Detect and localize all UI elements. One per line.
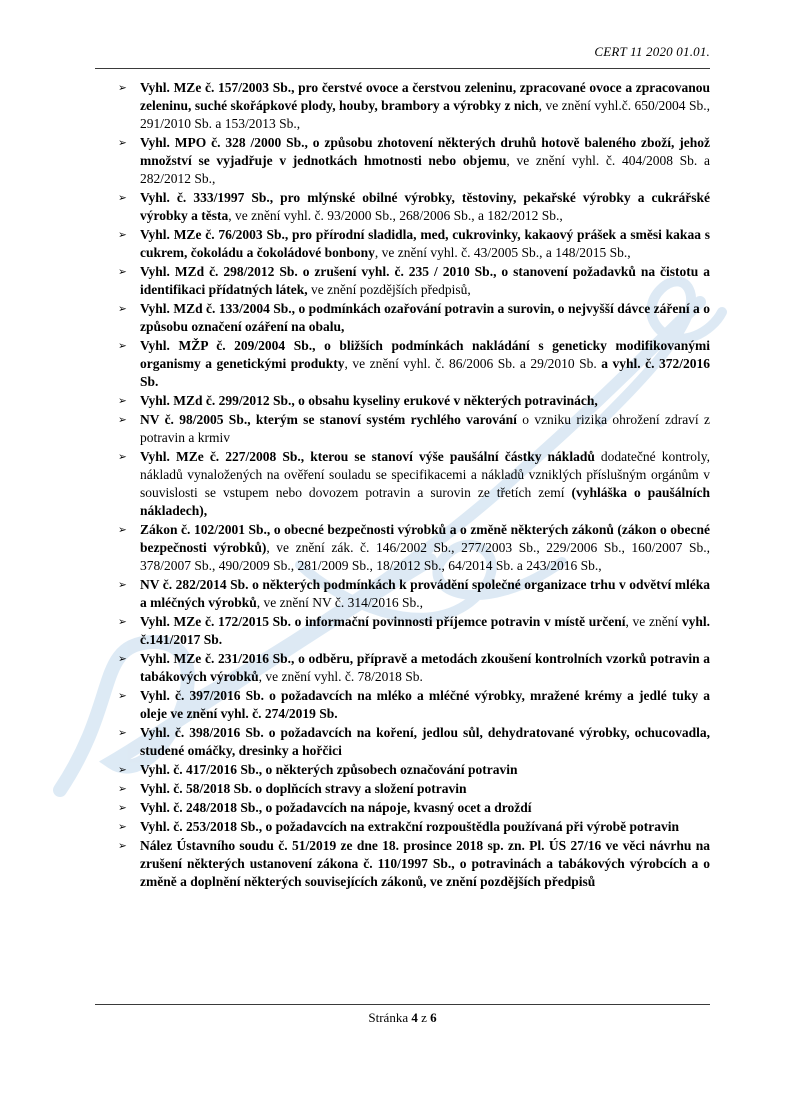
list-item-text xyxy=(140,189,710,225)
regulation-title-segment: (vyhláška o paušálních nákladech), xyxy=(140,485,710,518)
regulation-title-segment: Vyhl. č. 397/2016 Sb. o požadavcích na mléko a mléčné výrobky, mražené krémy a jedlé tuky a oleje ve znění vyhl. č. 274/2019 Sb. xyxy=(140,688,710,721)
regulation-amendment-segment: , ve znění xyxy=(625,614,682,629)
regulation-title-segment: Zákon č. 102/2001 Sb., o obecné bezpečnosti výrobků a o změně některých zákonů (zákon o obecné bezpečnosti výrobků) xyxy=(140,522,710,555)
regulation-list xyxy=(95,79,710,891)
list-item xyxy=(118,448,710,520)
regulation-title-segment: Nález Ústavního soudu č. 51/2019 ze dne 18. prosince 2018 sp. zn. Pl. ÚS 27/16 ve věci návrhu na zrušení některých ustanovení zákona č. 110/1997 Sb., o potravinách a tabákových výrobcích a o změně a doplnění některých souvisejících zákonů, ve znění pozdějších předpisů xyxy=(140,838,710,889)
arrow-bullet-icon: ➢ xyxy=(118,764,127,776)
list-item-text xyxy=(140,687,710,723)
list-item-text xyxy=(140,613,710,649)
footer-label: Stránka xyxy=(368,1010,412,1025)
list-item-text xyxy=(140,799,710,817)
list-item-text xyxy=(140,300,710,336)
regulation-title-segment: Vyhl. MZd č. 133/2004 Sb., o podmínkách ozařování potravin a surovin, o nejvyšší dávce záření a o způsobu označení ozáření na obalu, xyxy=(140,301,710,334)
footer-separator: z xyxy=(417,1010,431,1025)
list-item xyxy=(118,761,710,779)
list-item xyxy=(118,189,710,225)
regulation-amendment-segment: , ve znění vyhl. č. 86/2006 Sb. a 29/2010 Sb. xyxy=(344,356,602,371)
list-item xyxy=(118,837,710,891)
list-item-text xyxy=(140,724,710,760)
arrow-bullet-icon: ➢ xyxy=(118,340,127,352)
arrow-bullet-icon: ➢ xyxy=(118,821,127,833)
regulation-title-segment: Vyhl. MZd č. 298/2012 Sb. o zrušení vyhl. č. 235 / 2010 Sb., o stanovení požadavků na čistotu a identifikaci přídatných látek, xyxy=(140,264,710,297)
list-item xyxy=(118,134,710,188)
list-item xyxy=(118,576,710,612)
regulation-title-segment: Vyhl. č. 398/2016 Sb. o požadavcích na koření, jedlou sůl, dehydratované výrobky, ochucovadla, studené omáčky, dresinky a hořčici xyxy=(140,725,710,758)
regulation-title-segment: Vyhl. MPO č. 328 /2000 Sb., o způsobu zhotovení některých druhů hotově baleného zboží, jehož množství se vyjadřuje v jednotkách hmotnosti nebo objemu xyxy=(140,135,710,168)
regulation-title-segment: a vyhl. č. 372/2016 Sb. xyxy=(140,356,710,389)
list-item xyxy=(118,799,710,817)
list-item xyxy=(118,613,710,649)
arrow-bullet-icon: ➢ xyxy=(118,451,127,463)
regulation-title-segment: Vyhl. MZd č. 299/2012 Sb., o obsahu kyseliny erukové v některých potravinách, xyxy=(140,393,598,408)
arrow-bullet-icon: ➢ xyxy=(118,579,127,591)
regulation-title-segment: Vyhl. č. 253/2018 Sb., o požadavcích na extrakční rozpouštědla používaná při výrobě potravin xyxy=(140,819,680,834)
footer-text xyxy=(95,1005,710,1026)
arrow-bullet-icon: ➢ xyxy=(118,840,127,852)
regulation-title-segment: Vyhl. MŽP č. 209/2004 Sb., o bližších podmínkách nakládání s geneticky modifikovanými organismy a genetickými produkty xyxy=(140,338,710,371)
list-item xyxy=(118,300,710,336)
regulation-title-segment: NV č. 98/2005 Sb., kterým se stanoví systém rychlého varování xyxy=(140,412,517,427)
arrow-bullet-icon: ➢ xyxy=(118,616,127,628)
list-item xyxy=(118,263,710,299)
list-item xyxy=(118,724,710,760)
arrow-bullet-icon: ➢ xyxy=(118,82,127,94)
page-total: 6 xyxy=(430,1010,437,1025)
regulation-title-segment: Vyhl. MZe č. 172/2015 Sb. o informační povinnosti příjemce potravin v místě určení xyxy=(140,614,626,629)
arrow-bullet-icon: ➢ xyxy=(118,414,127,426)
list-item-text xyxy=(140,761,710,779)
list-item-text xyxy=(140,521,710,575)
header-title: CERT 11 2020 01.01. xyxy=(594,44,710,59)
regulation-amendment-segment: , ve znění vyhl. č. 78/2018 Sb. xyxy=(258,669,423,684)
arrow-bullet-icon: ➢ xyxy=(118,802,127,814)
arrow-bullet-icon: ➢ xyxy=(118,524,127,536)
regulation-title-segment: Vyhl. č. 417/2016 Sb., o některých způsobech označování potravin xyxy=(140,762,518,777)
regulation-title-segment: Vyhl. MZe č. 227/2008 Sb., kterou se stanoví výše paušální částky nákladů xyxy=(140,449,595,464)
header-divider xyxy=(95,68,710,69)
regulation-title-segment: Vyhl. č. 248/2018 Sb., o požadavcích na nápoje, kvasný ocet a droždí xyxy=(140,800,532,815)
page-number: 4 xyxy=(411,1010,418,1025)
list-item-text xyxy=(140,780,710,798)
arrow-bullet-icon: ➢ xyxy=(118,727,127,739)
arrow-bullet-icon: ➢ xyxy=(118,783,127,795)
list-item-text xyxy=(140,392,710,410)
page-footer xyxy=(95,1004,710,1026)
regulation-amendment-segment: , ve znění vyhl. č. 404/2008 Sb. a 282/2012 Sb., xyxy=(140,153,710,186)
list-item xyxy=(118,780,710,798)
regulation-amendment-segment: , ve znění NV č. 314/2016 Sb., xyxy=(256,595,423,610)
list-item-text xyxy=(140,79,710,133)
regulation-amendment-segment: , ve znění vyhl. č. 93/2000 Sb., 268/2006 Sb., a 182/2012 Sb., xyxy=(228,208,563,223)
regulation-title-segment: Vyhl. MZe č. 76/2003 Sb., pro přírodní sladidla, med, cukrovinky, kakaový prášek a směsi kakaa s cukrem, čokoládu a čokoládové bonbony xyxy=(140,227,710,260)
list-item-text xyxy=(140,818,710,836)
list-item xyxy=(118,650,710,686)
list-item-text xyxy=(140,226,710,262)
list-item xyxy=(118,226,710,262)
regulation-title-segment: Vyhl. MZe č. 231/2016 Sb., o odběru, přípravě a metodách zkoušení kontrolních vzorků potravin a tabákových výrobků xyxy=(140,651,710,684)
arrow-bullet-icon: ➢ xyxy=(118,192,127,204)
list-item xyxy=(118,411,710,447)
list-item-text xyxy=(140,263,710,299)
list-item-text xyxy=(140,837,710,891)
list-item xyxy=(118,521,710,575)
arrow-bullet-icon: ➢ xyxy=(118,137,127,149)
regulation-title-segment: Vyhl. č. 333/1997 Sb., pro mlýnské obilné výrobky, těstoviny, pekařské výrobky a cukrářské výrobky a těsta xyxy=(140,190,710,223)
list-item-text xyxy=(140,337,710,391)
regulation-amendment-segment: , ve znění vyhl.č. 650/2004 Sb., 291/2010 Sb. a 153/2013 Sb., xyxy=(140,98,710,131)
regulation-amendment-segment: ve znění pozdějších předpisů, xyxy=(307,282,471,297)
list-item-text xyxy=(140,411,710,447)
regulation-amendment-segment: , ve znění zák. č. 146/2002 Sb., 277/2003 Sb., 229/2006 Sb., 160/2007 Sb., 378/2007 Sb., 490/2009 Sb., 281/2009 Sb., 18/2012 Sb., 64/2014 Sb. a 243/2016 Sb., xyxy=(140,540,710,573)
arrow-bullet-icon: ➢ xyxy=(118,395,127,407)
list-item xyxy=(118,392,710,410)
arrow-bullet-icon: ➢ xyxy=(118,266,127,278)
list-item-text xyxy=(140,134,710,188)
regulation-title-segment: Vyhl. MZe č. 157/2003 Sb., pro čerstvé ovoce a čerstvou zeleninu, zpracované ovoce a zpracovanou zeleninu, suché skořápkové plody, houby, brambory a výrobky z nich xyxy=(140,80,710,113)
list-item xyxy=(118,818,710,836)
regulation-amendment-segment: , ve znění vyhl. č. 43/2005 Sb., a 148/2015 Sb., xyxy=(374,245,631,260)
list-item-text xyxy=(140,576,710,612)
arrow-bullet-icon: ➢ xyxy=(118,690,127,702)
list-item-text xyxy=(140,650,710,686)
regulation-title-segment: NV č. 282/2014 Sb. o některých podmínkách k provádění společné organizace trhu v odvětví mléka a mléčných výrobků xyxy=(140,577,710,610)
arrow-bullet-icon: ➢ xyxy=(118,229,127,241)
arrow-bullet-icon: ➢ xyxy=(118,303,127,315)
regulation-title-segment: Vyhl. č. 58/2018 Sb. o doplňcích stravy a složení potravin xyxy=(140,781,467,796)
list-item xyxy=(118,337,710,391)
regulation-title-segment: vyhl. č.141/2017 Sb. xyxy=(140,614,710,647)
list-item-text xyxy=(140,448,710,520)
arrow-bullet-icon: ➢ xyxy=(118,653,127,665)
list-item xyxy=(118,79,710,133)
page-header xyxy=(95,44,710,60)
regulation-amendment-segment: o vzniku rizika ohrožení zdraví z potravin a krmiv xyxy=(140,412,710,445)
regulation-amendment-segment: dodatečné kontroly, nákladů vynaložených na ověření souladu se specifikacemi a nákladů vzniklých příslušným orgánům v souvislosti se vstupem nebo dovozem potravin a surovin ze třetích zemí xyxy=(140,449,710,500)
list-item xyxy=(118,687,710,723)
